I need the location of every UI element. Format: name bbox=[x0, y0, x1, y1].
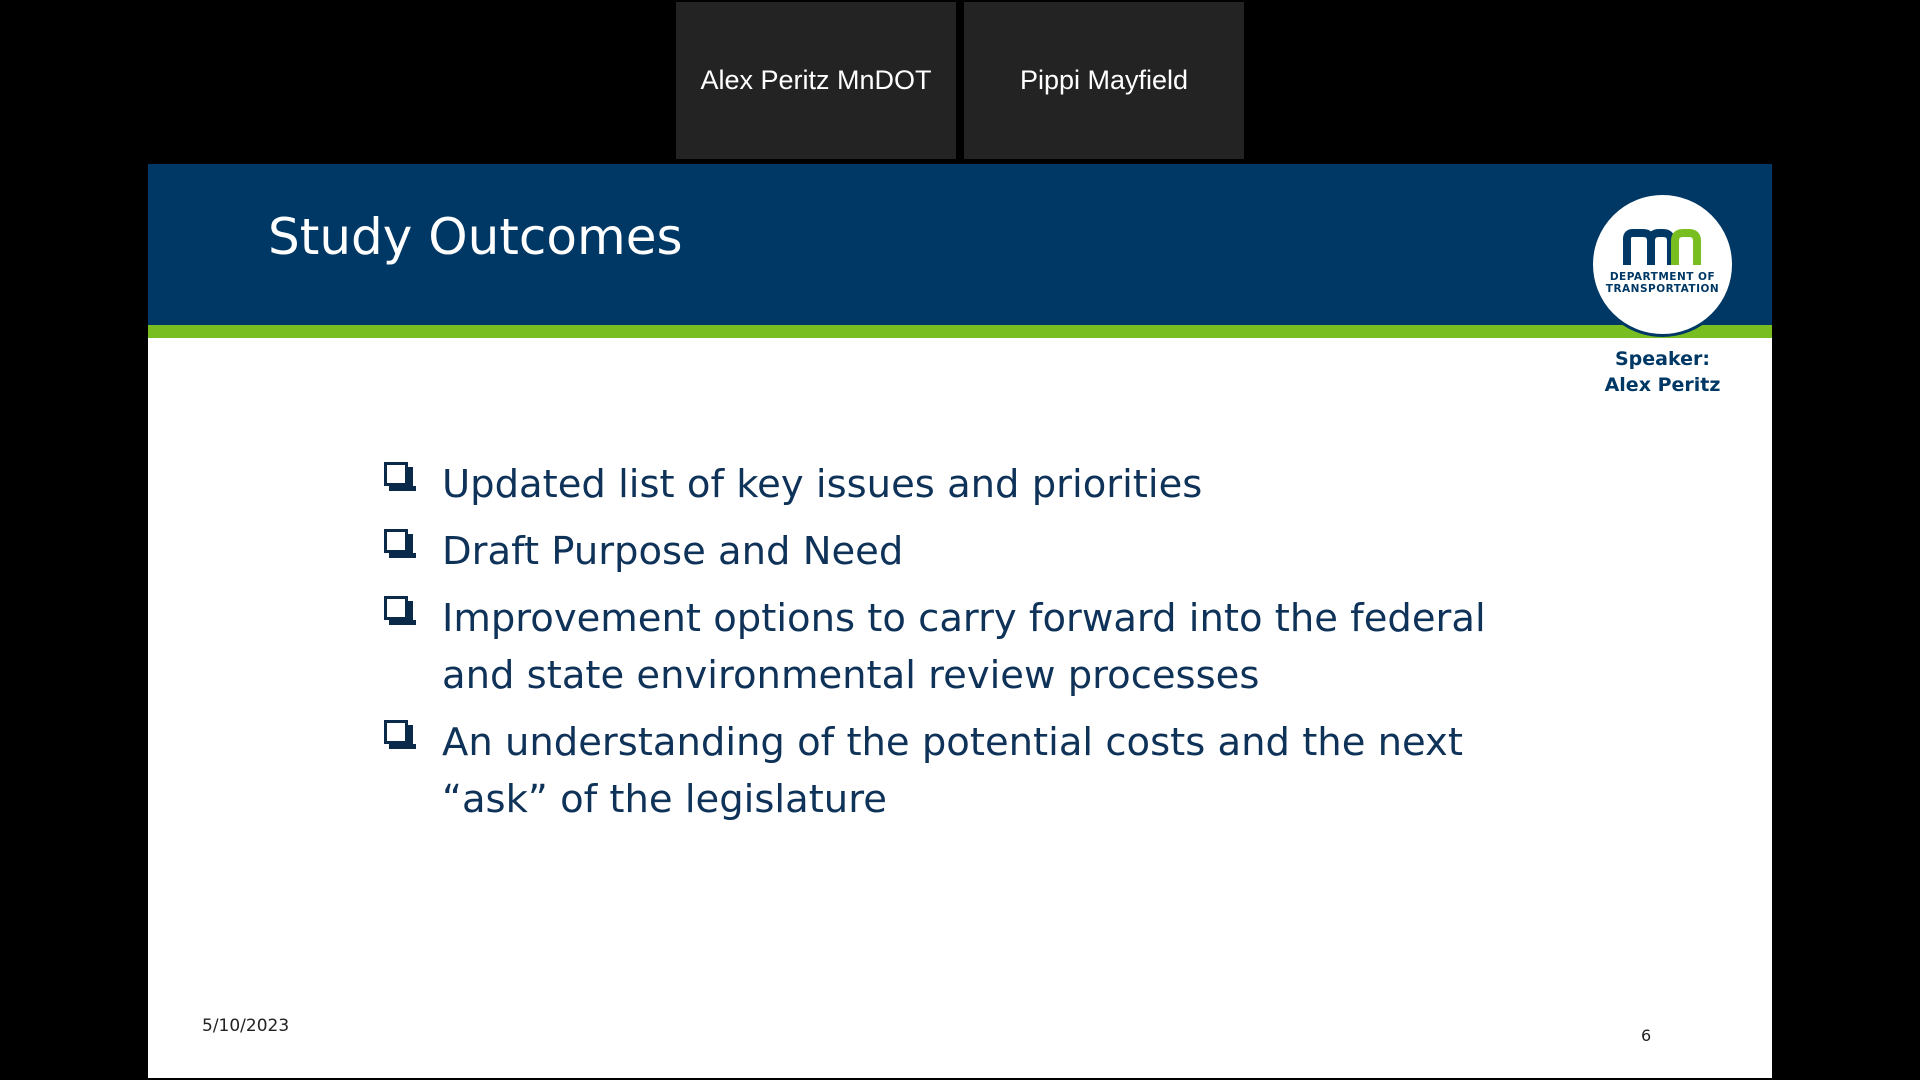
logo-line-2: TRANSPORTATION bbox=[1605, 282, 1720, 295]
bullet-text: Draft Purpose and Need bbox=[442, 529, 904, 574]
bullet-text: An understanding of the potential costs and the next “ask” of the legislature bbox=[442, 720, 1463, 822]
slide-title: Study Outcomes bbox=[268, 208, 683, 266]
speaker-label: Speaker: bbox=[1615, 348, 1710, 370]
participant-name: Pippi Mayfield bbox=[1019, 65, 1189, 95]
bullet-text: Improvement options to carry forward into the federal and state environmental review processes bbox=[442, 596, 1486, 698]
mndot-logo bbox=[1590, 192, 1735, 337]
shared-slide bbox=[148, 164, 1772, 1078]
list-item bbox=[384, 590, 1584, 704]
slide-page-number: 6 bbox=[1641, 1026, 1652, 1045]
participant-tile-pippi-mayfield[interactable] bbox=[964, 2, 1244, 159]
slide-accent-bar bbox=[148, 325, 1772, 338]
list-item bbox=[384, 456, 1584, 513]
slide-header bbox=[148, 164, 1772, 325]
slide-date: 5/10/2023 bbox=[202, 1016, 290, 1036]
logo-text bbox=[1606, 271, 1719, 295]
speaker-label-block bbox=[1560, 346, 1765, 398]
checkbox-bullet-icon bbox=[384, 529, 442, 573]
participant-tile-alex-peritz[interactable] bbox=[676, 2, 956, 159]
mn-logo-icon bbox=[1623, 229, 1703, 267]
checkbox-bullet-icon bbox=[384, 720, 442, 764]
list-item bbox=[384, 714, 1584, 828]
checkbox-bullet-icon bbox=[384, 596, 442, 640]
bullet-text: Updated list of key issues and priorities bbox=[442, 462, 1203, 507]
list-item bbox=[384, 523, 1584, 580]
speaker-name: Alex Peritz bbox=[1604, 374, 1721, 396]
logo-line-1: DEPARTMENT OF bbox=[1609, 270, 1716, 283]
participant-name: Alex Peritz MnDOT bbox=[700, 65, 932, 95]
outcomes-list bbox=[384, 456, 1584, 838]
checkbox-bullet-icon bbox=[384, 462, 442, 506]
